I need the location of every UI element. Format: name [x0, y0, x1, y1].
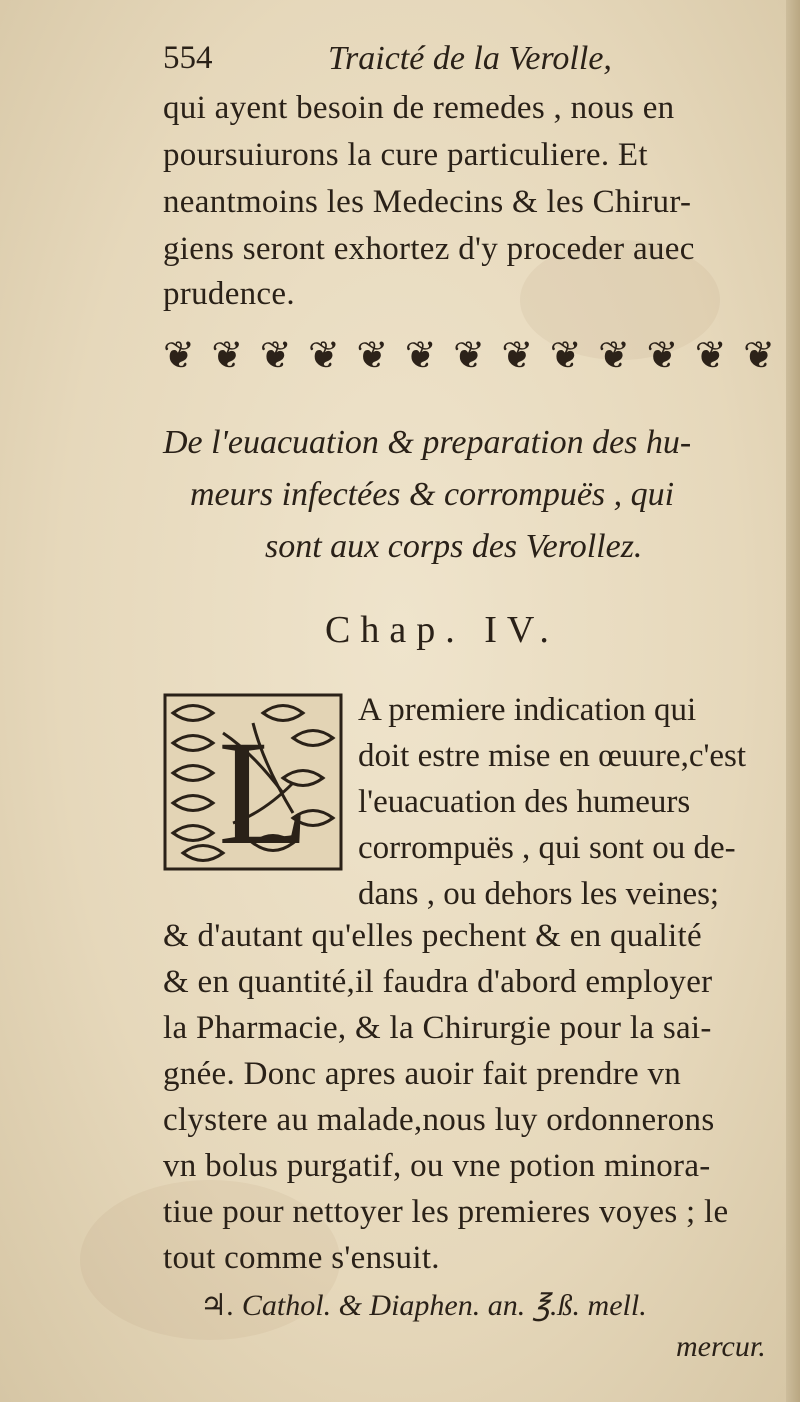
chapter-title: Chap. IV. [325, 609, 559, 651]
text-line: neantmoins les Medecins & les Chirur- [163, 184, 692, 220]
fleuron-icon: ❦ [646, 334, 679, 377]
fleuron-icon: ❦ [743, 334, 775, 377]
section-heading-line: De l'euacuation & preparation des hu- [163, 424, 692, 461]
recipe-line: mercur. [676, 1330, 766, 1363]
text-line: corrompuës , qui sont ou de- [358, 830, 736, 866]
svg-text:L: L [218, 710, 310, 871]
page-edge [786, 0, 800, 1402]
text-line: tout comme s'ensuit. [163, 1240, 440, 1276]
fleuron-icon: ❦ [549, 334, 582, 377]
decorated-initial [163, 693, 343, 871]
text-line: dans , ou dehors les veines; [358, 876, 720, 912]
text-line: poursuiurons la cure particuliere. Et [163, 137, 648, 173]
fleuron-icon: ❦ [211, 334, 244, 377]
section-heading-line: meurs infectées & corrompuës , qui [190, 476, 675, 513]
recipe-line: ♃. Cathol. & Diaphen. an. ℥.ß. mell. [200, 1289, 647, 1322]
fleuron-icon: ❦ [404, 334, 437, 377]
fleuron-icon: ❦ [694, 334, 727, 377]
text-line: & en quantité,il faudra d'abord employer [163, 964, 713, 1000]
page-number: 554 [163, 40, 213, 76]
fleuron-icon: ❦ [598, 334, 630, 377]
fleuron-ornament-row [163, 330, 775, 380]
text-line: & d'autant qu'elles pechent & en qualité [163, 918, 702, 954]
text-line: clystere au malade,nous luy ordonnerons [163, 1102, 715, 1138]
fleuron-icon: ❦ [501, 334, 534, 377]
text-line: qui ayent besoin de remedes , nous en [163, 90, 675, 126]
text-line: giens seront exhortez d'y proceder auec [163, 231, 695, 267]
text-line: l'euacuation des humeurs [358, 784, 691, 820]
running-head [163, 40, 663, 86]
text-line: gnée. Donc apres auoir fait prendre vn [163, 1056, 682, 1092]
running-title: Traicté de la Verolle, [328, 40, 612, 77]
fleuron-icon: ❦ [356, 334, 389, 377]
fleuron-icon: ❦ [163, 334, 195, 377]
text-line: prudence. [163, 276, 295, 312]
fleuron-icon: ❦ [259, 334, 292, 377]
text-line: tiue pour nettoyer les premieres voyes ; le [163, 1194, 729, 1230]
text-line: la Pharmacie, & la Chirurgie pour la sai- [163, 1010, 712, 1046]
text-line: vn bolus purgatif, ou vne potion minora- [163, 1148, 711, 1184]
fleuron-icon: ❦ [453, 334, 485, 377]
text-line: doit estre mise en œuure,c'est [358, 738, 747, 774]
section-heading-line: sont aux corps des Verollez. [265, 528, 643, 565]
text-line: A premiere indication qui [358, 692, 697, 728]
fleuron-icon: ❦ [308, 334, 340, 377]
foliage-initial-icon [163, 693, 343, 871]
